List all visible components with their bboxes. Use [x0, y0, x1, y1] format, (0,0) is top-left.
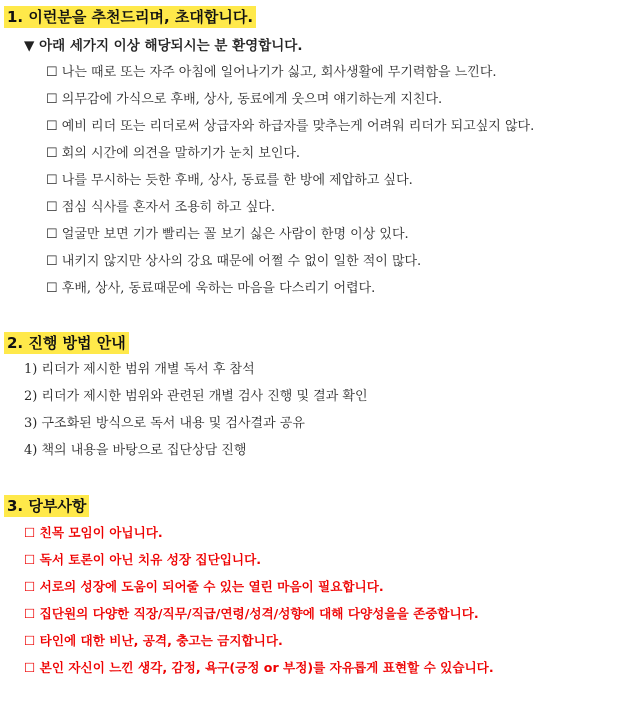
step-item: 2) 리더가 제시한 범위와 관련된 개별 검사 진행 및 결과 확인 [24, 389, 368, 404]
notice-item: ☐ 본인 자신이 느낀 생각, 감정, 욕구(긍정 or 부정)를 자유롭게 표현할 수 있습니다. [24, 660, 494, 675]
checklist-item: ☐ 예비 리더 또는 리더로써 상급자와 하급자를 맞추는게 어려워 리더가 되고싶지 않다. [46, 119, 535, 134]
checklist-item: ☐ 후배, 상사, 동료때문에 욱하는 마음을 다스리기 어렵다. [46, 281, 376, 296]
step-item: 4) 책의 내용을 바탕으로 집단상담 진행 [24, 443, 247, 458]
checklist-item: ☐ 나를 무시하는 듯한 후배, 상사, 동료를 한 방에 제압하고 싶다. [46, 173, 413, 188]
notice-item: ☐ 독서 토론이 아닌 치유 성장 집단입니다. [24, 552, 262, 567]
section-3-title: 3. 당부사항 [4, 495, 89, 517]
checklist-item: ☐ 얼굴만 보면 기가 빨리는 꼴 보기 싫은 사람이 한명 이상 있다. [46, 227, 409, 242]
checklist-item: ☐ 의무감에 가식으로 후배, 상사, 동료에게 웃으며 얘기하는게 지친다. [46, 92, 443, 107]
notice-item: ☐ 타인에 대한 비난, 공격, 충고는 금지합니다. [24, 633, 283, 648]
checklist-item: ☐ 회의 시간에 의견을 말하기가 눈치 보인다. [46, 146, 301, 161]
step-item: 3) 구조화된 방식으로 독서 내용 및 검사결과 공유 [24, 416, 305, 431]
section-1-subtitle: ▼ 아래 세가지 이상 해당되시는 분 환영합니다. [24, 38, 303, 54]
checklist-item: ☐ 내키지 않지만 상사의 강요 때문에 어쩔 수 없이 일한 적이 많다. [46, 254, 422, 269]
checklist-item: ☐ 나는 때로 또는 자주 아침에 일어나기가 싫고, 회사생활에 무기력함을 느낀다. [46, 65, 497, 80]
step-item: 1) 리더가 제시한 범위 개별 독서 후 참석 [24, 362, 255, 377]
section-1-title: 1. 이런분을 추천드리며, 초대합니다. [4, 6, 256, 28]
notice-item: ☐ 집단원의 다양한 직장/직무/직급/연령/성격/성향에 대해 다양성을을 존중합니다. [24, 606, 479, 621]
checklist-item: ☐ 점심 식사를 혼자서 조용히 하고 싶다. [46, 200, 275, 215]
section-2-title: 2. 진행 방법 안내 [4, 332, 129, 354]
notice-item: ☐ 친목 모임이 아닙니다. [24, 525, 163, 540]
notice-item: ☐ 서로의 성장에 도움이 되어줄 수 있는 열린 마음이 필요합니다. [24, 579, 384, 594]
